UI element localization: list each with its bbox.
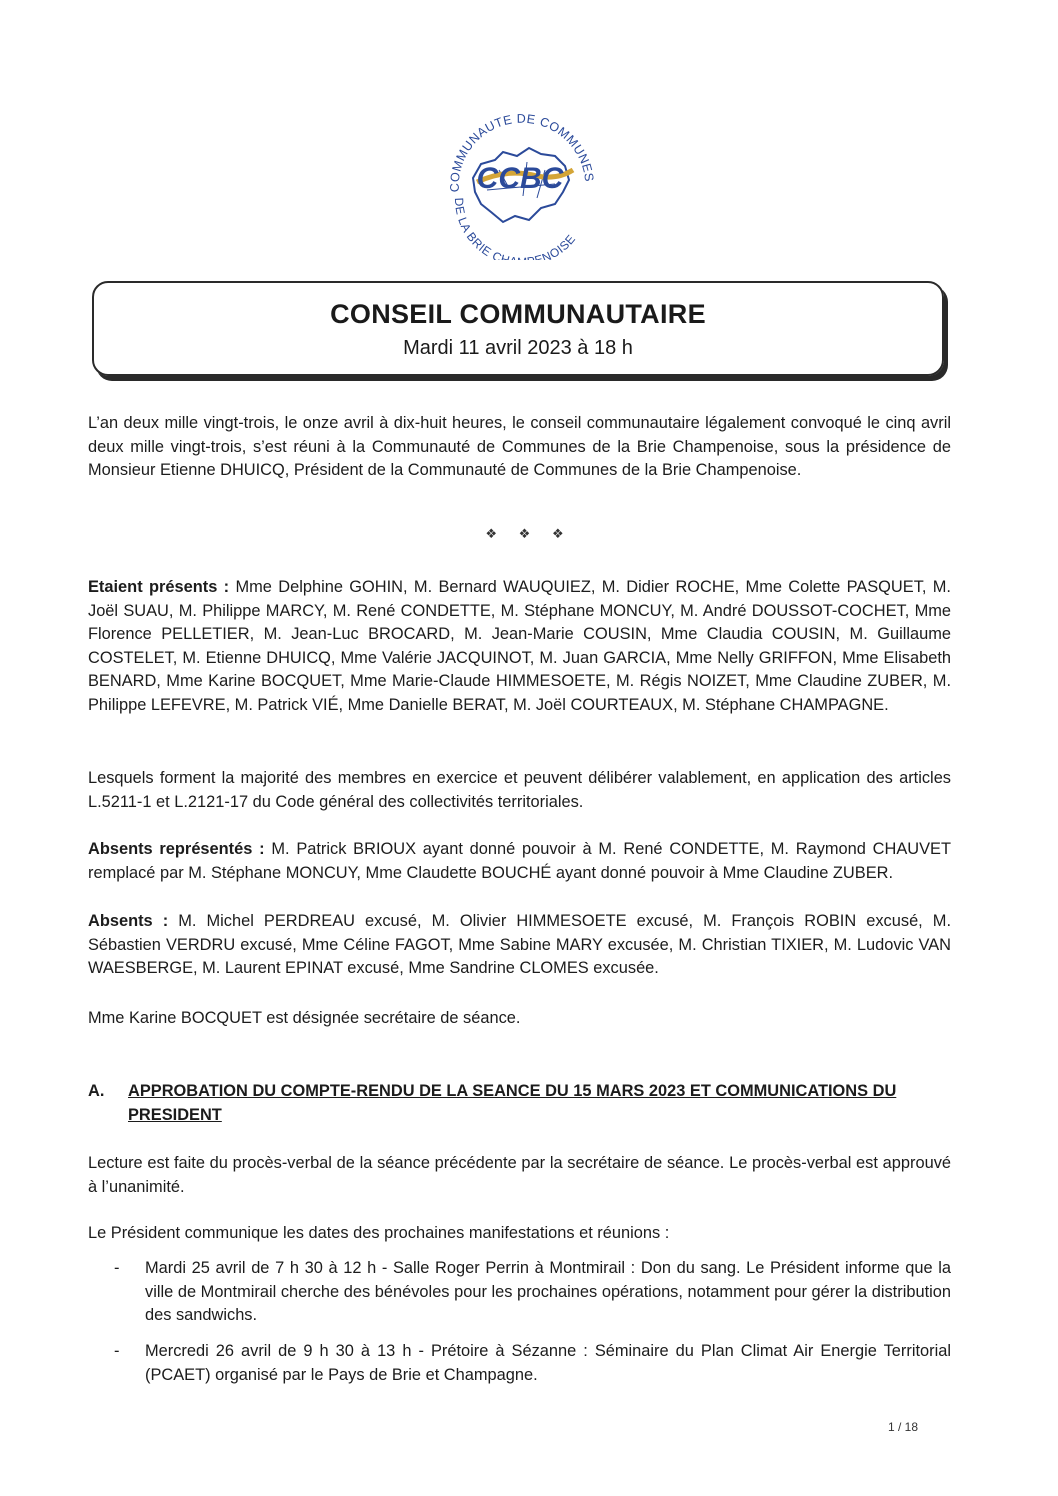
meeting-date: Mardi 11 avril 2023 à 18 h: [403, 337, 633, 359]
page-title: CONSEIL COMMUNAUTAIRE: [330, 299, 706, 329]
absents-label: Absents :: [88, 912, 169, 930]
section-title: APPROBATION DU COMPTE-RENDU DE LA SEANCE DU 15 MARS 2023 ET COMMUNICATIONS DU PRESIDENT: [128, 1082, 897, 1124]
logo-text-bottom: DE LA BRIE CH ENOISE: [451, 197, 579, 260]
logo-emblem: [437, 100, 603, 260]
logo-initials: CCBC: [476, 162, 564, 195]
intro-paragraph: L’an deux mille vingt-trois, le onze avril à dix-huit heures, le conseil communautaire légalement convoqué le cinq avril deux mille vingt-trois, s’est réuni à la Communauté de Communes de la Brie Champenoise, sous la présidence de Monsieur Etienne DHUICQ, Président de la Communauté de Communes de la Brie Champenoise.: [88, 414, 951, 479]
represented-paragraph: [88, 838, 951, 885]
list-item: [88, 1257, 951, 1328]
bullet-dash: -: [114, 1342, 120, 1360]
absents-paragraph: [88, 910, 951, 981]
reading-paragraph: Lecture est faite du procès-verbal de la séance précédente par la secrétaire de séance. Le procès-verbal est approuvé à l’unanimité.: [88, 1154, 951, 1196]
section-letter: A.: [88, 1082, 105, 1100]
list-item-text: Mercredi 26 avril de 9 h 30 à 13 h - Prétoire à Sézanne : Séminaire du Plan Climat Air Energie Territorial (PCAET) organisé par le Pays de Brie et Champagne.: [145, 1342, 951, 1384]
secretary-paragraph: Mme Karine BOCQUET est désignée secrétaire de séance.: [88, 1009, 521, 1027]
presents-label: Etaient présents :: [88, 578, 230, 596]
dates-intro: Le Président communique les dates des prochaines manifestations et réunions :: [88, 1224, 670, 1242]
title-box: [92, 281, 944, 376]
section-a-heading: [88, 1080, 951, 1127]
page-number: 1 / 18: [887, 1420, 918, 1434]
list-item: [88, 1340, 951, 1387]
represented-text: M. Patrick BRIOUX ayant donné pouvoir à M. René CONDETTE, M. Raymond CHAUVET remplacé par M. Stéphane MONCUY, Mme Claudette BOUCHÉ ayant donné pouvoir à Mme Claudine ZUBER.: [88, 840, 951, 882]
presents-paragraph: [88, 576, 951, 717]
list-item-text: Mardi 25 avril de 7 h 30 à 12 h - Salle Roger Perrin à Montmirail : Don du sang. Le Président informe que la ville de Montmirail cherche des bénévoles pour les prochaines opérations, notamment pour gérer la distribution des sandwichs.: [145, 1259, 951, 1324]
ccbc-logo: [437, 100, 603, 260]
bullet-dash: -: [114, 1259, 120, 1277]
majority-paragraph: Lesquels forment la majorité des membres en exercice et peuvent délibérer valablement, en application des articles L.5211-1 et L.2121-17 du Code général des collectivités territoriales.: [88, 769, 951, 811]
separator-ornament: ❖ ❖ ❖: [485, 526, 573, 541]
presents-text: Mme Delphine GOHIN, M. Bernard WAUQUIEZ, M. Didier ROCHE, Mme Colette PASQUET, M. Joël SUAU, M. Philippe MARCY, M. René CONDETTE, M. Stéphane MONCUY, M. André DOUSSOT-COCHET, Mme Florence PELLETIER, M. Jean-Luc BROCARD, M. Jean-Marie COUSIN, Mme Claudia COUSIN, M. Guillaume COSTELET, M. Etienne DHUICQ, Mme Valérie JACQUINOT, M. Juan GARCIA, Mme Nelly GRIFFON, Mme Elisabeth BENARD, Mme Karine BOCQUET, Mme Marie-Claude HIMMESOETE, M. Régis NOIZET, Mme Claudine ZUBER, M. Philippe LEFEVRE, M. Patrick VIÉ, Mme Danielle BERAT, M. Joël COURTEAUX, M. Stéphane CHAMPAGNE.: [88, 578, 951, 714]
represented-label: Absents représentés :: [88, 840, 265, 858]
logo-text-top: COMMUNAUTE DE COMMUNES: [447, 111, 597, 193]
absents-text: M. Michel PERDREAU excusé, M. Olivier HIMMESOETE excusé, M. François ROBIN excusé, M. Sébastien VERDRU excusé, Mme Céline FAGOT, Mme Sabine MARY excusée, M. Christian TIXIER, M. Ludovic VAN WAESBERGE, M. Laurent EPINAT excusé, Mme Sandrine CLOMES excusée.: [88, 912, 951, 977]
